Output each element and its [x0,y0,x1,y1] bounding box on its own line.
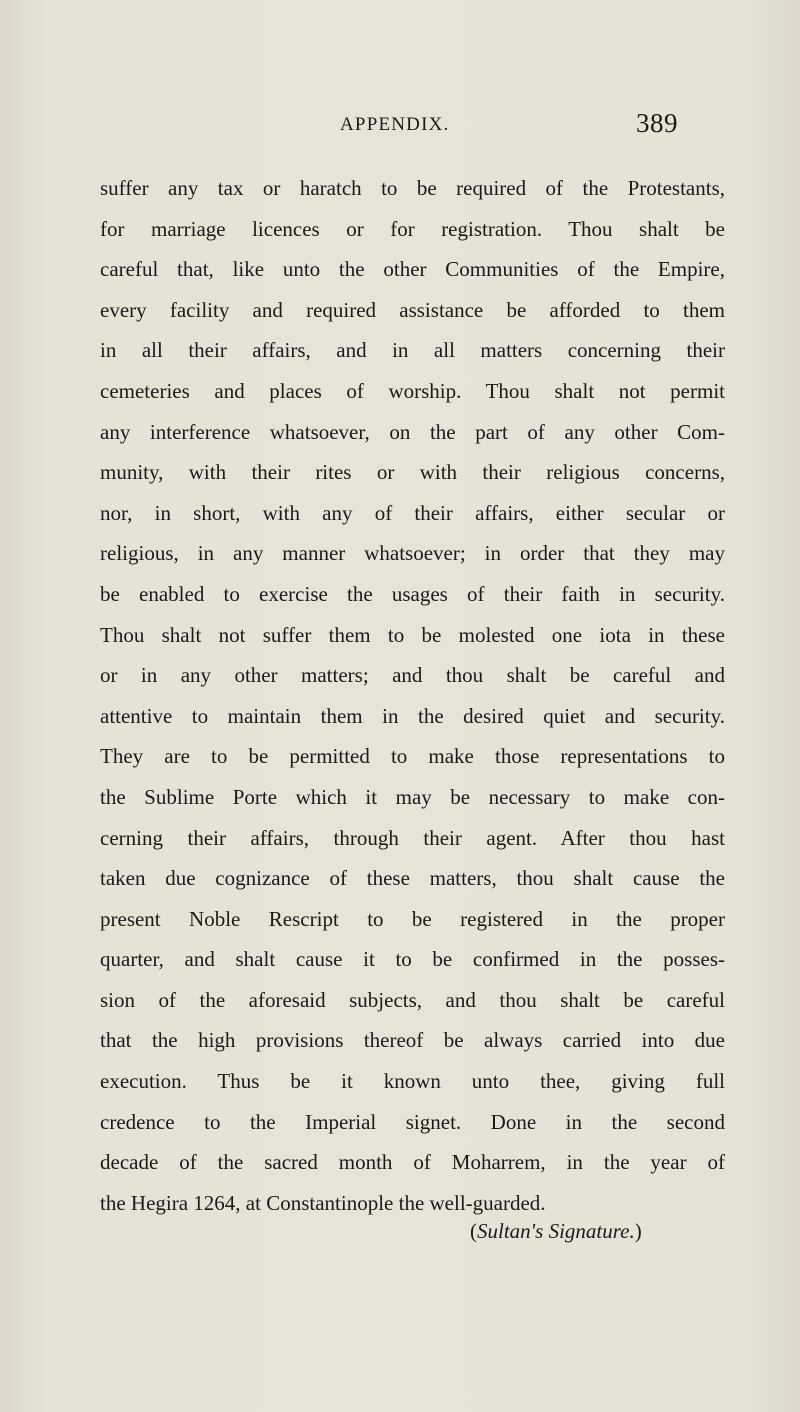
text-line: any interference whatsoever, on the part of any other Com- [100,419,725,444]
text-line: They are to be permitted to make those representations to [100,744,725,769]
page-number: 389 [636,108,678,138]
text-line: quarter, and shalt cause it to be confirmed in the posses- [100,947,725,972]
text-line: cerning their affairs, through their agent. After thou hast [100,825,725,850]
text-line: present Noble Rescript to be registered in the proper [100,906,725,931]
text-line: munity, with their rites or with their religious concerns, [100,460,725,485]
text-line: suffer any tax or haratch to be required of the Protestants, [100,176,725,200]
text-line: attentive to maintain them in the desired quiet and security. [100,703,725,728]
text-line: religious, in any manner whatsoever; in order that they may [100,541,725,566]
text-line: sion of the aforesaid subjects, and thou shalt be careful [100,987,725,1012]
signature-close-paren: ) [634,1219,642,1243]
text-line: or in any other matters; and thou shalt be careful and [100,663,725,688]
signature-text: Sultan's Signature. [477,1219,635,1243]
body-text [100,168,725,1223]
text-line: cemeteries and places of worship. Thou shalt not permit [100,378,725,403]
signature-open-paren: ( [470,1219,477,1243]
text-line: be enabled to exercise the usages of their faith in security. [100,581,725,606]
text-line: for marriage licences or for registration. Thou shalt be [100,216,725,241]
running-title: APPENDIX. [340,114,450,135]
text-line: decade of the sacred month of Moharrem, in the year of [100,1150,725,1175]
text-line: Thou shalt not suffer them to be molested one iota in these [100,622,725,647]
text-line: that the high provisions thereof be always carried into due [100,1028,725,1053]
text-line: execution. Thus be it known unto thee, giving full [100,1069,725,1094]
text-line: nor, in short, with any of their affairs, either secular or [100,500,725,525]
text-line: the Sublime Porte which it may be necessary to make con- [100,784,725,809]
signature-note [470,1216,642,1246]
running-head [0,110,800,150]
text-line: every facility and required assistance be afforded to them [100,297,725,322]
text-line: taken due cognizance of these matters, thou shalt cause the [100,866,725,891]
text-line: careful that, like unto the other Communities of the Empire, [100,257,725,282]
text-line: the Hegira 1264, at Constantinople the well-guarded. [100,1190,546,1215]
text-line: credence to the Imperial signet. Done in the second [100,1109,725,1134]
text-line: in all their affairs, and in all matters concerning their [100,338,725,363]
